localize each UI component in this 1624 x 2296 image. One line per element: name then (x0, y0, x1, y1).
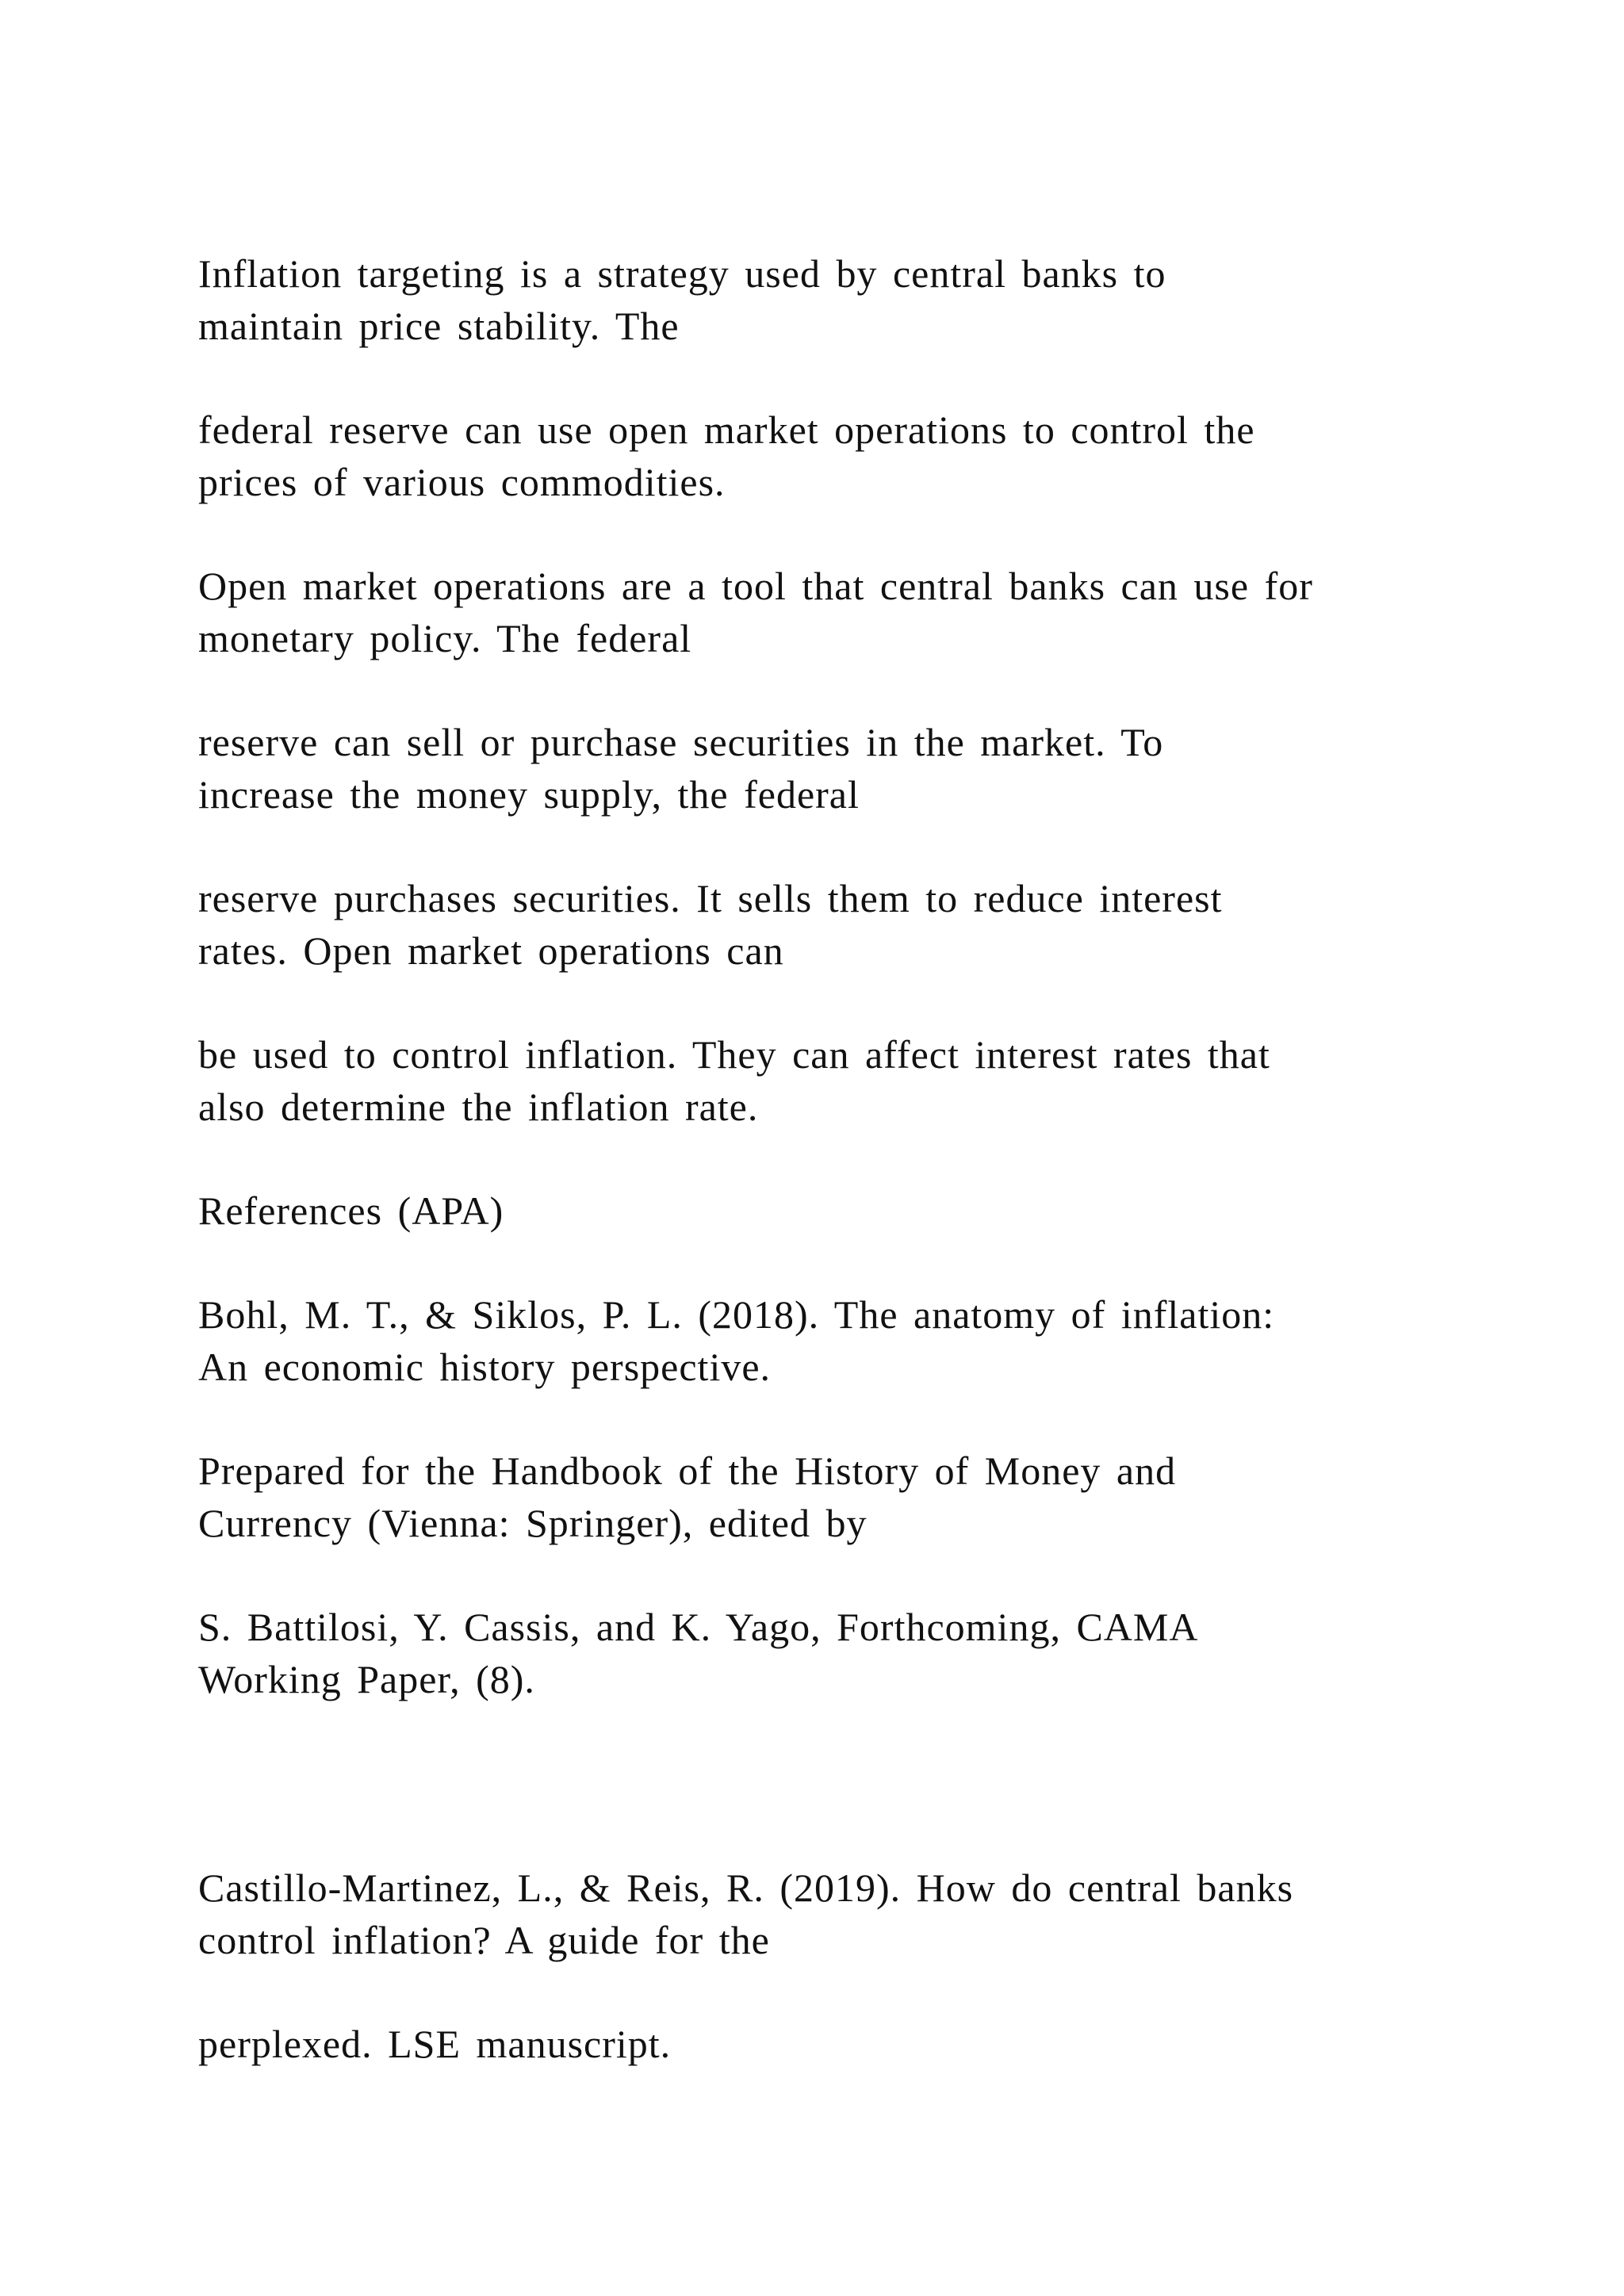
text-line: monetary policy. The federal (198, 616, 692, 660)
text-line: Working Paper, (8). (198, 1657, 535, 1701)
text-line: Open market operations are a tool that central banks can use for (198, 564, 1313, 608)
text-line: increase the money supply, the federal (198, 772, 860, 817)
reference-battilosi (198, 1601, 1546, 1705)
text-line: also determine the inflation rate. (198, 1085, 759, 1129)
text-line: Bohl, M. T., & Siklos, P. L. (2018). The anatomy of inflation: (198, 1292, 1275, 1337)
paragraph-open-market-operations (198, 560, 1546, 664)
text-line: maintain price stability. The (198, 304, 680, 348)
text-line: References (APA) (198, 1188, 504, 1233)
text-line: prices of various commodities. (198, 460, 726, 504)
reference-bohl-siklos (198, 1288, 1546, 1393)
text-line: Prepared for the Handbook of the History of Money and (198, 1448, 1177, 1493)
text-line: be used to control inflation. They can affect interest rates that (198, 1032, 1270, 1077)
references-heading (198, 1184, 1546, 1237)
text-line: reserve can sell or purchase securities in the market. To (198, 720, 1164, 764)
reference-handbook (198, 1445, 1546, 1549)
text-line: Inflation targeting is a strategy used by central banks to (198, 251, 1166, 296)
paragraph-sell-purchase (198, 716, 1546, 821)
paragraph-inflation-targeting (198, 247, 1546, 352)
paragraph-purchases-securities (198, 872, 1546, 977)
paragraph-federal-reserve (198, 404, 1546, 508)
text-line: Castillo-Martinez, L., & Reis, R. (2019). How do central banks (198, 1866, 1294, 1910)
text-line: Currency (Vienna: Springer), edited by (198, 1501, 868, 1545)
text-line: rates. Open market operations can (198, 928, 784, 973)
paragraph-control-inflation (198, 1028, 1546, 1133)
text-line: S. Battilosi, Y. Cassis, and K. Yago, Forthcoming, CAMA (198, 1605, 1199, 1649)
text-line: reserve purchases securities. It sells them to reduce interest (198, 876, 1223, 920)
text-line: control inflation? A guide for the (198, 1918, 770, 1962)
text-line: An economic history perspective. (198, 1345, 772, 1389)
text-line: perplexed. LSE manuscript. (198, 2022, 672, 2066)
text-line: federal reserve can use open market operations to control the (198, 408, 1255, 452)
reference-castillo-martinez (198, 1862, 1546, 1966)
reference-perplexed (198, 2018, 1546, 2070)
